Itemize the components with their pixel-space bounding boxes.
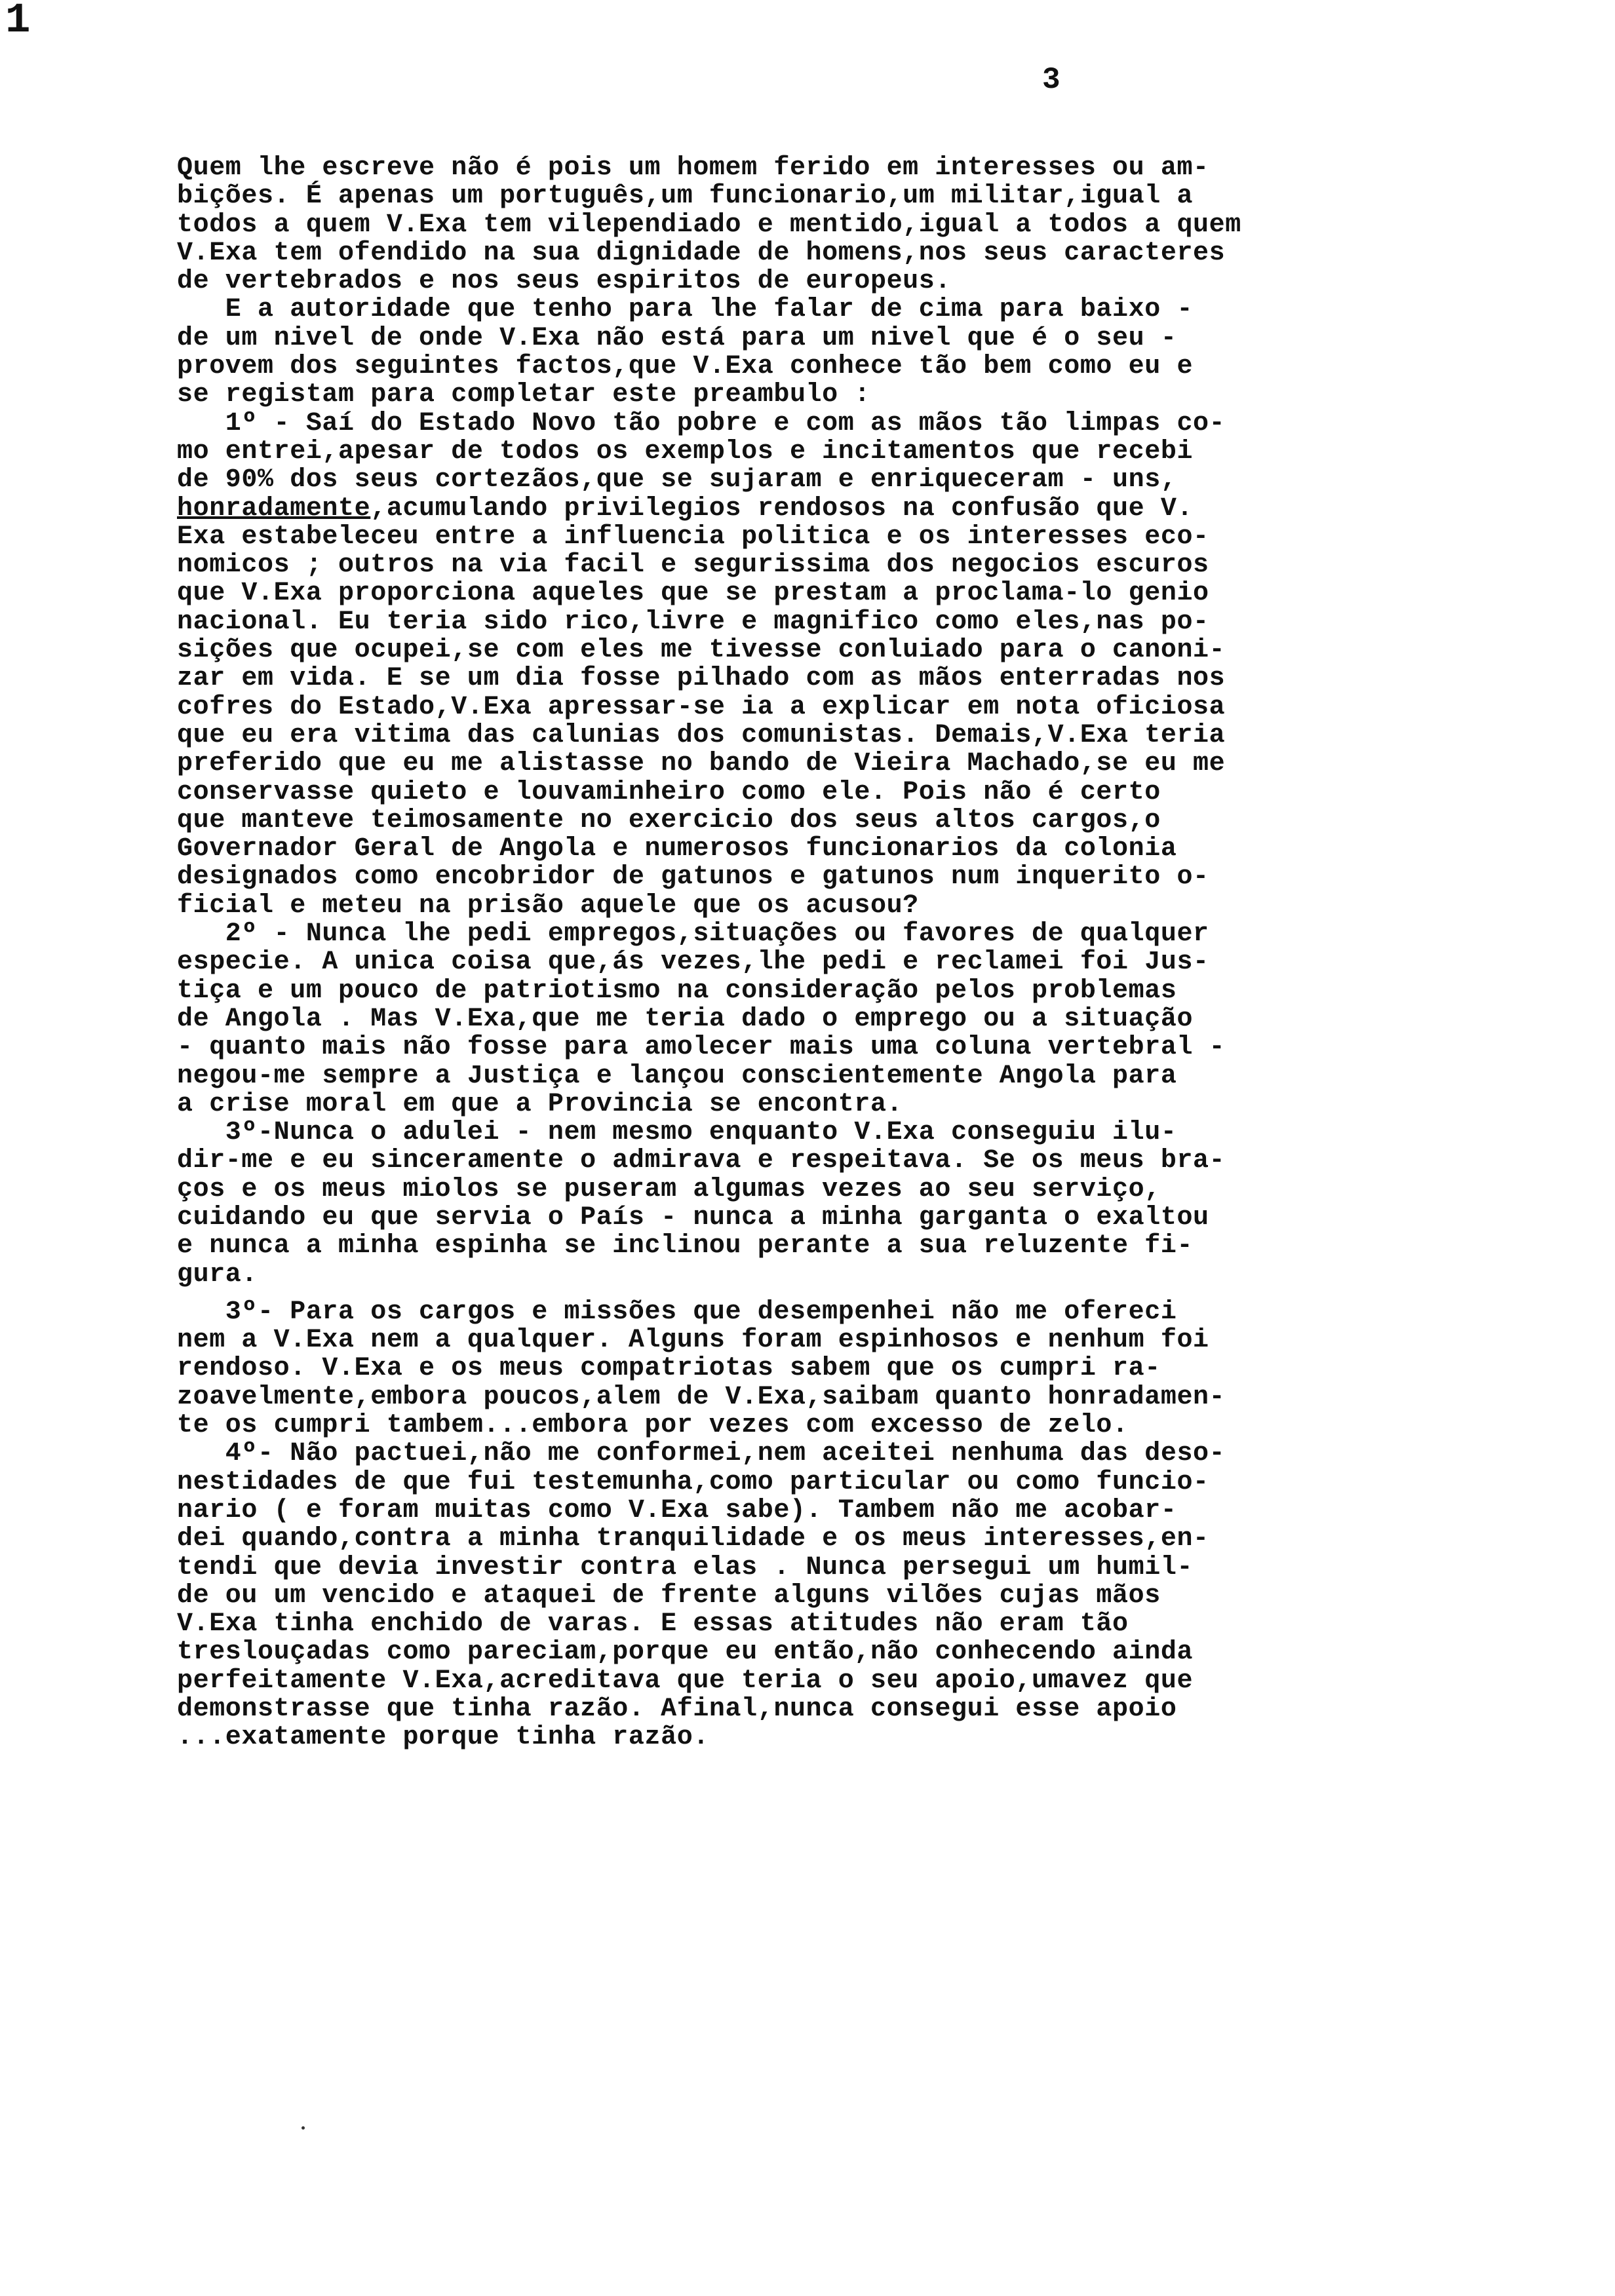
stray-mark [302, 2126, 305, 2130]
text-line: bições. É apenas um português,um funcionario,um militar,igual a [177, 182, 1194, 212]
text-line: preferido que eu me alistasse no bando de Vieira Machado,se eu me [177, 749, 1226, 779]
text-line: e nunca a minha espinha se inclinou perante a sua reluzente fi- [177, 1231, 1194, 1261]
text-line: designados como encobridor de gatunos e gatunos num inquerito o- [177, 862, 1209, 892]
text-line: - quanto mais não fosse para amolecer mais uma coluna vertebral - [177, 1033, 1226, 1063]
text-line: nacional. Eu teria sido rico,livre e magnifico como eles,nas po- [177, 607, 1209, 637]
text-line: 3º- Para os cargos e missões que desempenhei não me ofereci [177, 1297, 1177, 1327]
text-line: V.Exa tinha enchido de varas. E essas atitudes não eram tão [177, 1609, 1129, 1639]
text-line: de um nivel de onde V.Exa não está para um nivel que é o seu - [177, 323, 1177, 353]
text-line: que manteve teimosamente no exercicio dos seus altos cargos,o [177, 805, 1161, 835]
text-line: Governador Geral de Angola e numerosos funcionarios da colonia [177, 834, 1177, 864]
text-line: dei quando,contra a minha tranquilidade e os meus interesses,en- [177, 1524, 1209, 1554]
text-line: zar em vida. E se um dia fosse pilhado com as mãos enterradas nos [177, 664, 1226, 694]
text-line: a crise moral em que a Provincia se encontra. [177, 1089, 903, 1119]
text-line: rendoso. V.Exa e os meus compatriotas sabem que os cumpri ra- [177, 1354, 1161, 1384]
text-line: cofres do Estado,V.Exa apressar-se ia a explicar em nota oficiosa [177, 692, 1226, 722]
text-line: te os cumpri tambem...embora por vezes com excesso de zelo. [177, 1411, 1129, 1441]
text-line: 2º - Nunca lhe pedi empregos,situações ou favores de qualquer [177, 919, 1209, 949]
text-line: conservasse quieto e louvaminheiro como ele. Pois não é certo [177, 777, 1161, 807]
text-line: especie. A unica coisa que,ás vezes,lhe pedi e reclamei foi Jus- [177, 947, 1209, 978]
text-line: E a autoridade que tenho para lhe falar de cima para baixo - [177, 295, 1194, 325]
text-line: de vertebrados e nos seus espiritos de europeus. [177, 267, 951, 297]
text-line: 1º - Saí do Estado Novo tão pobre e com as mãos tão limpas co- [177, 408, 1226, 438]
text-line: de Angola . Mas V.Exa,que me teria dado o emprego ou a situação [177, 1004, 1194, 1034]
text-line: nem a V.Exa nem a qualquer. Alguns foram espinhosos e nenhum foi [177, 1326, 1209, 1356]
text-line: Quem lhe escreve não é pois um homem ferido em interesses ou am- [177, 153, 1209, 183]
text-line: nestidades de que fui testemunha,como particular ou como funcio- [177, 1467, 1209, 1497]
text-line: se registam para completar este preambulo : [177, 380, 870, 410]
text-line: gura. [177, 1259, 258, 1290]
text-line: que V.Exa proporciona aqueles que se prestam a proclama-lo genio [177, 579, 1209, 609]
text-line: mo entrei,apesar de todos os exemplos e incitamentos que recebi [177, 436, 1194, 467]
page-number: 3 [1042, 63, 1060, 97]
text-line: ficial e meteu na prisão aquele que os acusou? [177, 890, 919, 921]
text-line: ...exatamente porque tinha razão. [177, 1723, 709, 1753]
text-line: de 90% dos seus cortezãos,que se sujaram e enriqueceram - uns, [177, 465, 1177, 495]
text-line: demonstrasse que tinha razão. Afinal,nunca consegui esse apoio [177, 1694, 1177, 1725]
text-line: treslouçadas como pareciam,porque eu então,não conhecendo ainda [177, 1637, 1194, 1668]
margin-mark: 1 [5, 0, 31, 45]
text-line: 3º-Nunca o adulei - nem mesmo enquanto V.Exa conseguiu ilu- [177, 1118, 1177, 1148]
text-line: sições que ocupei,se com eles me tivesse conluiado para o canoni- [177, 636, 1226, 666]
text-line: Exa estabeleceu entre a influencia politica e os interesses eco- [177, 522, 1209, 552]
text-line: nario ( e foram muitas como V.Exa sabe). Tambem não me acobar- [177, 1495, 1177, 1525]
text-line: cuidando eu que servia o País - nunca a minha garganta o exaltou [177, 1202, 1209, 1233]
text-line: 4º- Não pactuei,não me conformei,nem aceitei nenhuma das deso- [177, 1439, 1226, 1469]
letter-body [177, 154, 1488, 1752]
text-line: negou-me sempre a Justiça e lançou conscientemente Angola para [177, 1061, 1177, 1091]
text-line: nomicos ; outros na via facil e segurissima dos negocios escuros [177, 550, 1209, 581]
text-line: perfeitamente V.Exa,acreditava que teria o seu apoio,umavez que [177, 1666, 1194, 1696]
text-line: dir-me e eu sinceramente o admirava e respeitava. Se os meus bra- [177, 1146, 1226, 1176]
text-line: todos a quem V.Exa tem vilependiado e mentido,igual a todos a quem [177, 210, 1241, 240]
text-line: tendi que devia investir contra elas . Nunca persegui um humil- [177, 1552, 1194, 1582]
text-line: de ou um vencido e ataquei de frente alguns vilões cujas mãos [177, 1580, 1161, 1611]
underlined-word: honradamente [177, 493, 371, 524]
text-line: tiça e um pouco de patriotismo na consideração pelos problemas [177, 976, 1177, 1006]
text-line: ços e os meus miolos se puseram algumas vezes ao seu serviço, [177, 1174, 1161, 1204]
text-line: zoavelmente,embora poucos,alem de V.Exa,saibam quanto honradamen- [177, 1382, 1226, 1412]
text-line: honradamente,acumulando privilegios rendosos na confusão que V. [177, 493, 1194, 524]
text-line: provem dos seguintes factos,que V.Exa conhece tão bem como eu e [177, 352, 1194, 382]
text-line: V.Exa tem ofendido na sua dignidade de homens,nos seus caracteres [177, 238, 1226, 268]
text-line: que eu era vitima das calunias dos comunistas. Demais,V.Exa teria [177, 720, 1226, 750]
